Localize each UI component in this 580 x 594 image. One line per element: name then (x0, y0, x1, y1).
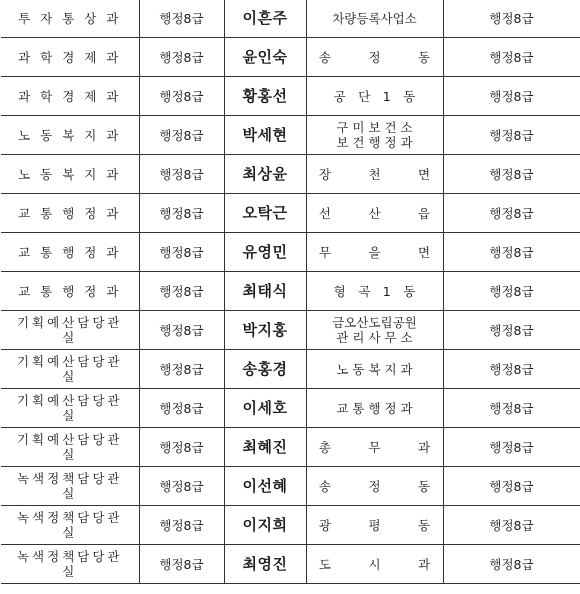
table-row (1, 233, 580, 272)
current-grade-cell: 행정8급 (139, 350, 224, 389)
new-grade-cell: 행정8급 (443, 155, 580, 194)
current-grade-cell: 행정8급 (139, 233, 224, 272)
employee-name-cell: 송홍경 (224, 350, 306, 389)
current-department-cell: 교 통 행 정 과 (1, 194, 139, 233)
table-row (1, 0, 580, 38)
employee-name-cell: 최혜진 (224, 428, 306, 467)
current-grade-cell: 행정8급 (139, 38, 224, 77)
employee-name-cell: 박세현 (224, 116, 306, 155)
new-post-cell: 선 산 읍 (306, 194, 443, 233)
employee-name-cell: 이지희 (224, 506, 306, 545)
current-department-cell: 교 통 행 정 과 (1, 272, 139, 311)
table-row (1, 155, 580, 194)
new-grade-cell: 행정8급 (443, 194, 580, 233)
new-post-cell: 구 미 보 건 소 보 건 행 정 과 (306, 116, 443, 155)
employee-name-cell: 황홍선 (224, 77, 306, 116)
new-post-cell: 형 곡 1 동 (306, 272, 443, 311)
new-grade-cell: 행정8급 (443, 233, 580, 272)
current-department-cell: 교 통 행 정 과 (1, 233, 139, 272)
new-post-cell: 공 단 1 동 (306, 77, 443, 116)
new-grade-cell: 행정8급 (443, 545, 580, 584)
employee-name-cell: 이세호 (224, 389, 306, 428)
new-post-cell: 장 천 면 (306, 155, 443, 194)
employee-name-cell: 최영진 (224, 545, 306, 584)
current-grade-cell: 행정8급 (139, 0, 224, 38)
employee-name-cell: 박지홍 (224, 311, 306, 350)
new-grade-cell: 행정8급 (443, 272, 580, 311)
table-row (1, 545, 580, 584)
table-row (1, 428, 580, 467)
current-grade-cell: 행정8급 (139, 155, 224, 194)
table-row (1, 272, 580, 311)
current-grade-cell: 행정8급 (139, 311, 224, 350)
table-row (1, 311, 580, 350)
current-department-cell: 녹색정책담당관 실 (1, 506, 139, 545)
new-grade-cell: 행정8급 (443, 389, 580, 428)
employee-name-cell: 유영민 (224, 233, 306, 272)
new-post-cell: 송 정 동 (306, 38, 443, 77)
current-grade-cell: 행정8급 (139, 116, 224, 155)
new-post-cell: 교 통 행 정 과 (306, 389, 443, 428)
new-grade-cell: 행정8급 (443, 506, 580, 545)
current-department-cell: 과 학 경 제 과 (1, 38, 139, 77)
current-department-cell: 노 동 복 지 과 (1, 116, 139, 155)
current-grade-cell: 행정8급 (139, 77, 224, 116)
table-row (1, 116, 580, 155)
table-row (1, 194, 580, 233)
employee-name-cell: 최태식 (224, 272, 306, 311)
current-department-cell: 투 자 통 상 과 (1, 0, 139, 38)
current-department-cell: 기획예산담당관 실 (1, 428, 139, 467)
new-post-cell: 무 을 면 (306, 233, 443, 272)
table-body (1, 0, 580, 584)
table-row (1, 506, 580, 545)
current-grade-cell: 행정8급 (139, 389, 224, 428)
employee-name-cell: 이선혜 (224, 467, 306, 506)
new-grade-cell: 행정8급 (443, 116, 580, 155)
new-grade-cell: 행정8급 (443, 428, 580, 467)
current-grade-cell: 행정8급 (139, 428, 224, 467)
new-post-cell: 송 정 동 (306, 467, 443, 506)
current-department-cell: 녹색정책담당관 실 (1, 545, 139, 584)
new-grade-cell: 행정8급 (443, 0, 580, 38)
new-post-cell: 차량등록사업소 (306, 0, 443, 38)
table-row (1, 467, 580, 506)
employee-name-cell: 오탁근 (224, 194, 306, 233)
current-grade-cell: 행정8급 (139, 194, 224, 233)
new-grade-cell: 행정8급 (443, 77, 580, 116)
current-grade-cell: 행정8급 (139, 506, 224, 545)
current-department-cell: 기획예산담당관 실 (1, 350, 139, 389)
personnel-transfer-table (1, 0, 580, 584)
new-post-cell: 광 평 동 (306, 506, 443, 545)
new-grade-cell: 행정8급 (443, 311, 580, 350)
current-grade-cell: 행정8급 (139, 545, 224, 584)
current-department-cell: 녹색정책담당관 실 (1, 467, 139, 506)
table-row (1, 77, 580, 116)
current-department-cell: 과 학 경 제 과 (1, 77, 139, 116)
table-row (1, 389, 580, 428)
current-department-cell: 기획예산담당관 실 (1, 389, 139, 428)
employee-name-cell: 이흔주 (224, 0, 306, 38)
current-department-cell: 노 동 복 지 과 (1, 155, 139, 194)
new-grade-cell: 행정8급 (443, 467, 580, 506)
current-grade-cell: 행정8급 (139, 272, 224, 311)
new-post-cell: 노 동 복 지 과 (306, 350, 443, 389)
new-grade-cell: 행정8급 (443, 350, 580, 389)
new-grade-cell: 행정8급 (443, 38, 580, 77)
new-post-cell: 금오산도립공원 관 리 사 무 소 (306, 311, 443, 350)
new-post-cell: 총 무 과 (306, 428, 443, 467)
current-department-cell: 기획예산담당관 실 (1, 311, 139, 350)
current-grade-cell: 행정8급 (139, 467, 224, 506)
employee-name-cell: 최상윤 (224, 155, 306, 194)
table-row (1, 350, 580, 389)
table-row (1, 38, 580, 77)
new-post-cell: 도 시 과 (306, 545, 443, 584)
employee-name-cell: 윤인숙 (224, 38, 306, 77)
